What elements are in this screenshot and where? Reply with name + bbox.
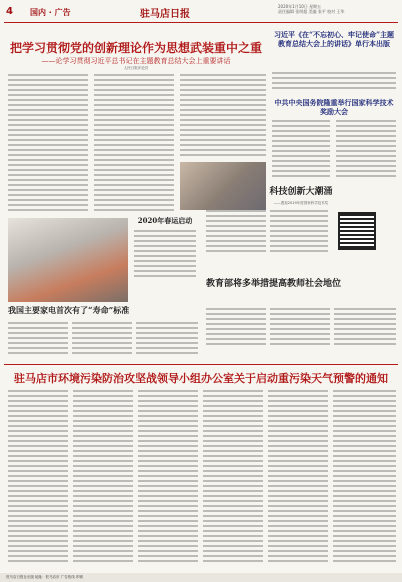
notice-col-3 xyxy=(138,390,198,568)
lead-text-col-2 xyxy=(94,74,174,214)
book-release-title: 习近平《在“不忘初心、牢记使命”主题教育总结大会上的讲话》单行本出版 xyxy=(273,30,395,48)
education-text-col-3 xyxy=(334,308,396,356)
paper-name: 驻马店日报 xyxy=(140,9,190,20)
header-rule xyxy=(4,22,398,23)
page-number: 4 xyxy=(6,6,13,17)
lead-headline: 把学习贯彻党的创新理论作为思想武装重中之重 xyxy=(9,41,262,55)
spring-travel-photo xyxy=(8,218,128,302)
lead-text-col-3 xyxy=(180,74,266,162)
science-award-col-2 xyxy=(336,120,396,184)
science-text-col-1 xyxy=(206,210,266,264)
lead-text-col-1 xyxy=(8,74,88,214)
longevity-text-col-2 xyxy=(72,322,132,360)
lead-byline: 人民日报评论员 xyxy=(123,66,149,70)
science-award-col-1 xyxy=(272,120,330,184)
science-award-title: 中共中央国务院隆重举行国家科学技术奖励大会 xyxy=(274,98,394,116)
notice-col-5 xyxy=(268,390,328,568)
longevity-headline: 我国主要家电首次有了“寿命”标准 xyxy=(8,305,130,315)
footer-text: 驻马店日报社出版 地址：驻马店市 广告热线 印刷 xyxy=(6,575,83,579)
lead-subheadline: ——论学习贯彻习近平总书记在主题教育总结大会上重要讲话 xyxy=(41,57,231,65)
page-footer xyxy=(0,573,402,582)
longevity-text-col-1 xyxy=(8,322,68,360)
qr-code xyxy=(340,214,374,248)
notice-headline: 驻马店市环境污染防治攻坚战领导小组办公室关于启动重污染天气预警的通知 xyxy=(14,372,388,385)
notice-col-4 xyxy=(203,390,263,568)
education-text-col-2 xyxy=(270,308,330,356)
notice-rule xyxy=(4,364,398,365)
spring-travel-caption-text xyxy=(134,230,196,290)
science-text-col-2 xyxy=(270,210,328,264)
notice-col-2 xyxy=(73,390,133,568)
science-subheadline: ——透视2019年度国家科学技术奖 xyxy=(273,201,329,205)
education-text-col-1 xyxy=(206,308,266,356)
dateline: 2020年1月10日 星期五 责任编辑 张明超 美编 张平 校对 王华 xyxy=(278,4,345,14)
page-header xyxy=(0,0,402,22)
notice-col-6 xyxy=(333,390,396,568)
longevity-text-col-3 xyxy=(136,322,198,360)
section-label: 国内 · 广告 xyxy=(30,8,71,17)
notice-col-1 xyxy=(8,390,68,568)
education-title: 教育部将多举措提高教师社会地位 xyxy=(206,279,342,289)
spring-travel-title: 2020年春运启动 xyxy=(137,216,193,225)
book-release-text xyxy=(272,72,396,94)
science-headline: 科技创新大潮涌 xyxy=(269,187,333,197)
